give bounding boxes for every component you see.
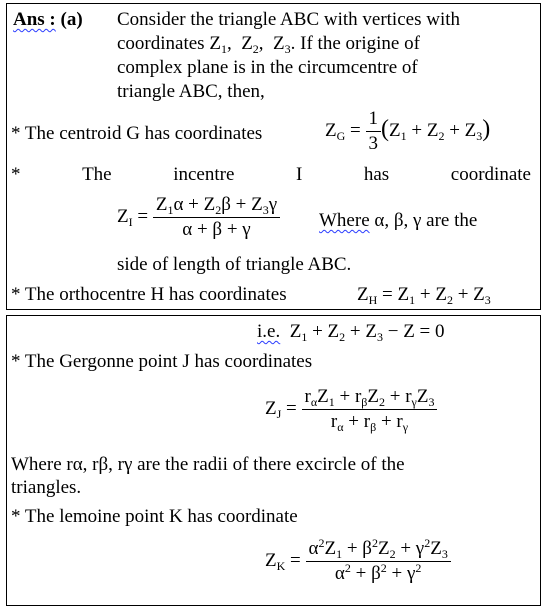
lemoine-text: * The lemoine point K has coordinate xyxy=(11,506,298,527)
incentre-fraction: $\frac{Z_1\alpha + Z_2\beta + Z_3\gamma}{\alpha + \beta + \gamma}$ xyxy=(153,194,280,241)
ie-line: i.e. $Z_1 + Z_2 + Z_3 - Z = 0$ xyxy=(257,321,445,344)
incentre-formula: $Z_I$ = $\frac{Z_1\alpha + Z_2\beta + Z_3\gamma}{\alpha + \beta + \gamma}$ xyxy=(117,194,280,241)
lemoine-fraction: $\frac{\alpha^2Z_1 + \beta^2Z_2 + \gamma^2Z_3}{\alpha^2 + \beta^2 + \gamma^2}$ xyxy=(306,538,451,585)
answer-label xyxy=(13,9,83,31)
answer-box-top xyxy=(6,3,541,310)
ans-label: Ans : xyxy=(13,9,56,30)
intro-line-2: coordinates $Z_1$, $Z_2$, $Z_3$. If the origine of xyxy=(117,33,420,56)
incentre-where: Where α, β, γ are the xyxy=(319,210,478,231)
gergonne-text: * The Gergonne point J has coordinates xyxy=(11,351,313,372)
centroid-coefficient: $\frac{1}{3}$ xyxy=(366,108,382,155)
intro-line-3: complex plane is in the circumcentre of xyxy=(117,57,418,78)
incentre-text: * The incentre I has coordinate xyxy=(11,164,531,185)
answer-box-bottom xyxy=(6,315,541,606)
orthocentre-text: * The orthocentre H has coordinates xyxy=(11,284,287,305)
gergonne-fraction: $\frac{r_\alpha Z_1 + r_\beta Z_2 + r_\gamma Z_3}{r_\alpha + r_\beta + r_\gamma}$ xyxy=(302,386,438,433)
intro-line-1: Consider the triangle ABC with vertices with xyxy=(117,9,461,30)
gergonne-formula: $Z_J$ = $\frac{r_\alpha Z_1 + r_\beta Z_2 + r_\gamma Z_3}{r_\alpha + r_\beta + r_\gamma}$ xyxy=(265,386,437,433)
orthocentre-formula: $Z_H = Z_1 + Z_2 + Z_3$ xyxy=(357,284,491,307)
ie-label: i.e. xyxy=(257,321,281,342)
part-label: (a) xyxy=(60,9,83,30)
incentre-last-line: side of length of triangle ABC. xyxy=(117,254,352,275)
centroid-text: * The centroid G has coordinates xyxy=(11,123,263,144)
lemoine-formula: $Z_K$ = $\frac{\alpha^2Z_1 + \beta^2Z_2 + \gamma^2Z_3}{\alpha^2 + \beta^2 + \gamma^2}$ xyxy=(265,538,451,585)
where-line-2: triangles. xyxy=(11,477,82,498)
where-line-1: Where rα, rβ, rγ are the radii of there excircle of the xyxy=(11,454,405,475)
centroid-formula: $Z_G$ = $\frac{1}{3}$ $(Z_1 + Z_2 + Z_3)$ xyxy=(325,108,491,154)
intro-line-4: triangle ABC, then, xyxy=(117,81,265,102)
